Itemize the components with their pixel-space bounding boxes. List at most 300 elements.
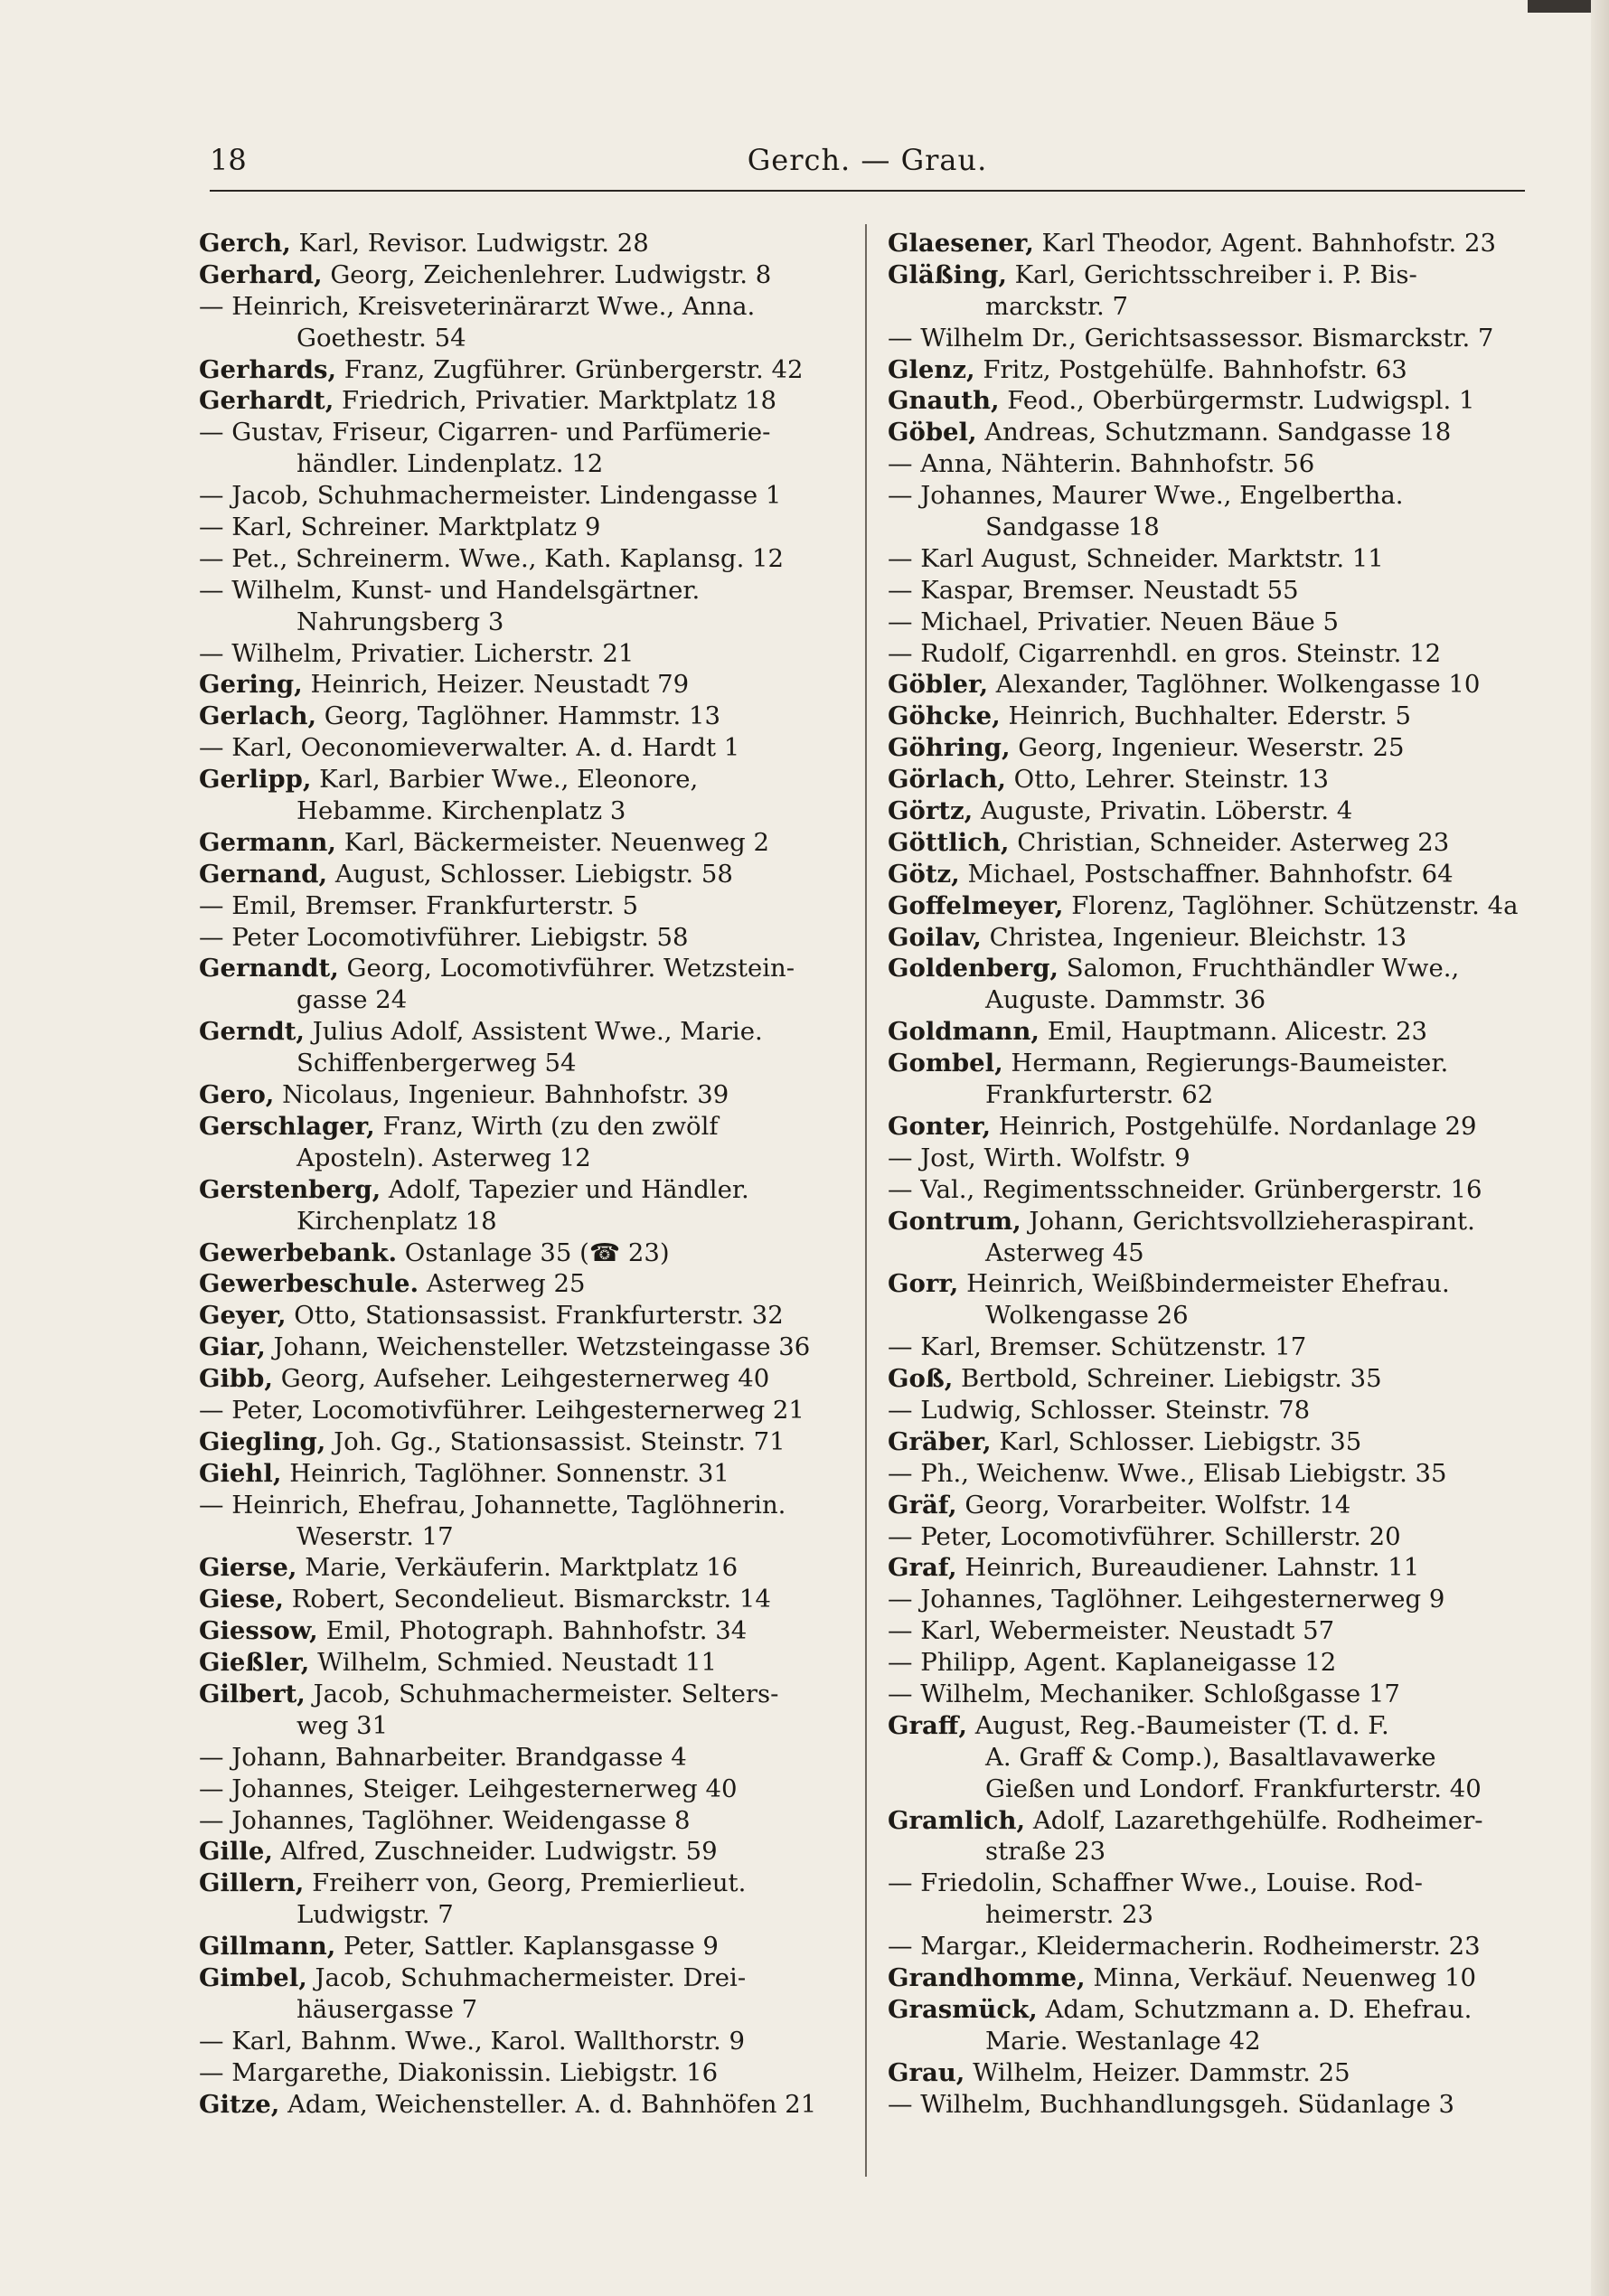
directory-line bbox=[199, 1962, 841, 1994]
entry-surname: Giessow, bbox=[199, 1616, 318, 1646]
directory-line bbox=[199, 890, 841, 922]
entry-surname: Gerhard, bbox=[199, 259, 323, 289]
entry-details: — Philipp, Agent. Kaplaneigasse 12 bbox=[888, 1648, 1337, 1678]
entry-details: Hebamme. Kirchenplatz 3 bbox=[296, 796, 626, 826]
directory-line bbox=[888, 1048, 1529, 1079]
entry-surname: Görlach, bbox=[888, 765, 1006, 795]
directory-line bbox=[888, 2057, 1529, 2089]
entry-details: — Emil, Bremser. Frankfurterstr. 5 bbox=[199, 890, 638, 920]
directory-line bbox=[888, 1774, 1529, 1805]
entry-details: Christian, Schneider. Asterweg 23 bbox=[1009, 827, 1450, 857]
entry-surname: Gräber, bbox=[888, 1426, 992, 1456]
entry-surname: Gewerbebank. bbox=[199, 1237, 398, 1267]
entry-details: Michael, Postschaffner. Bahnhofstr. 64 bbox=[959, 859, 1454, 889]
directory-line bbox=[199, 1868, 841, 1899]
entry-surname: Görtz, bbox=[888, 796, 974, 826]
entry-details: Johann, Weichensteller. Wetzsteingasse 36 bbox=[265, 1332, 811, 1362]
directory-line bbox=[199, 480, 841, 512]
entry-details: — Anna, Nähterin. Bahnhofstr. 56 bbox=[888, 449, 1315, 479]
directory-line bbox=[888, 575, 1529, 607]
directory-line bbox=[888, 827, 1529, 859]
directory-line bbox=[888, 1931, 1529, 1962]
directory-line bbox=[888, 2089, 1529, 2121]
entry-details: — Ph., Weichenw. Wwe., Elisab Liebigstr. 35 bbox=[888, 1458, 1447, 1488]
directory-line bbox=[888, 1805, 1529, 1837]
entry-details: — Peter, Locomotivführer. Leihgesternerweg 21 bbox=[199, 1395, 804, 1425]
directory-line bbox=[199, 984, 841, 1016]
entry-details: — Wilhelm, Kunst- und Handelsgärtner. bbox=[199, 575, 701, 605]
entry-details: — Jost, Wirth. Wolfstr. 9 bbox=[888, 1143, 1190, 1172]
entry-details: Friedrich, Privatier. Marktplatz 18 bbox=[334, 386, 777, 416]
left-column bbox=[199, 228, 841, 2120]
directory-line bbox=[199, 1615, 841, 1647]
entry-surname: Gerndt, bbox=[199, 1017, 305, 1047]
entry-details: Karl, Bäckermeister. Neuenweg 2 bbox=[335, 827, 770, 857]
directory-line bbox=[199, 1331, 841, 1363]
entry-details: — Johannes, Taglöhner. Weidengasse 8 bbox=[199, 1805, 691, 1835]
entry-details: Weserstr. 17 bbox=[296, 1521, 454, 1551]
entry-details: August, Schlosser. Liebigstr. 58 bbox=[327, 859, 733, 889]
entry-details: Auguste. Dammstr. 36 bbox=[985, 985, 1266, 1015]
directory-line bbox=[888, 1331, 1529, 1363]
entry-surname: Götz, bbox=[888, 859, 960, 889]
directory-line bbox=[888, 607, 1529, 638]
entry-details: Karl Theodor, Agent. Bahnhofstr. 23 bbox=[1033, 229, 1497, 258]
entry-details: Jacob, Schuhmachermeister. Selters- bbox=[305, 1679, 779, 1708]
directory-line bbox=[199, 1552, 841, 1584]
entry-details: Ludwigstr. 7 bbox=[296, 1900, 454, 1930]
directory-line bbox=[888, 1079, 1529, 1111]
entry-details: Heinrich, Postgehülfe. Nordanlage 29 bbox=[991, 1111, 1477, 1141]
directory-line bbox=[199, 953, 841, 984]
entry-details: Georg, Ingenieur. Weserstr. 25 bbox=[1010, 733, 1405, 763]
entry-details: — Val., Regimentsschneider. Grünbergerstr. 16 bbox=[888, 1174, 1482, 1204]
directory-line bbox=[199, 607, 841, 638]
directory-line bbox=[199, 354, 841, 386]
directory-line bbox=[888, 1584, 1529, 1615]
entry-details: Marie. Westanlage 42 bbox=[985, 2026, 1261, 2056]
entry-details: Minna, Verkäuf. Neuenweg 10 bbox=[1085, 1962, 1477, 1992]
entry-details: Adolf, Tapezier und Händler. bbox=[381, 1174, 749, 1204]
directory-line bbox=[888, 1111, 1529, 1143]
entry-surname: Giehl, bbox=[199, 1458, 282, 1488]
directory-line bbox=[888, 732, 1529, 764]
entry-details: — Karl, Schreiner. Marktplatz 9 bbox=[199, 513, 601, 542]
directory-line bbox=[199, 1268, 841, 1300]
directory-line bbox=[888, 228, 1529, 259]
directory-line bbox=[199, 764, 841, 795]
entry-details: — Johannes, Steiger. Leihgesternerweg 40 bbox=[199, 1774, 738, 1803]
directory-line bbox=[199, 575, 841, 607]
entry-details: Frankfurterstr. 62 bbox=[985, 1080, 1214, 1110]
entry-details: Karl, Revisor. Ludwigstr. 28 bbox=[290, 229, 649, 258]
directory-line bbox=[888, 1363, 1529, 1395]
entry-details: Aposteln). Asterweg 12 bbox=[296, 1143, 591, 1172]
entry-details: — Karl, Bahnm. Wwe., Karol. Wallthorstr. 9 bbox=[199, 2026, 746, 2056]
entry-details: Ostanlage 35 (☎ 23) bbox=[397, 1237, 670, 1267]
entry-details: August, Reg.-Baumeister (T. d. F. bbox=[966, 1710, 1389, 1740]
directory-line bbox=[199, 512, 841, 543]
directory-line bbox=[888, 1994, 1529, 2026]
entry-details: Nicolaus, Ingenieur. Bahnhofstr. 39 bbox=[274, 1080, 729, 1110]
directory-line bbox=[888, 1679, 1529, 1710]
entry-details: Joh. Gg., Stationsassist. Steinstr. 71 bbox=[325, 1426, 786, 1456]
entry-details: Wilhelm, Heizer. Dammstr. 25 bbox=[964, 2057, 1350, 2087]
entry-details: händler. Lindenplatz. 12 bbox=[296, 449, 604, 479]
entry-details: Schiffenbergerweg 54 bbox=[296, 1049, 577, 1078]
entry-surname: Göbel, bbox=[888, 418, 977, 447]
directory-line bbox=[199, 1300, 841, 1331]
directory-line bbox=[888, 1615, 1529, 1647]
directory-line bbox=[888, 1426, 1529, 1458]
entry-surname: Göbler, bbox=[888, 670, 989, 700]
directory-line bbox=[888, 385, 1529, 417]
entry-surname: Gillern, bbox=[199, 1868, 305, 1898]
entry-details: Fritz, Postgehülfe. Bahnhofstr. 63 bbox=[974, 354, 1407, 384]
entry-details: — Rudolf, Cigarrenhdl. en gros. Steinstr. 12 bbox=[888, 638, 1442, 668]
directory-line bbox=[888, 417, 1529, 448]
directory-line bbox=[888, 1490, 1529, 1521]
scan-edge-right bbox=[1591, 0, 1609, 2296]
entry-details: Jacob, Schuhmachermeister. Drei- bbox=[306, 1962, 747, 1992]
directory-line bbox=[888, 512, 1529, 543]
entry-details: Julius Adolf, Assistent Wwe., Marie. bbox=[304, 1017, 763, 1047]
directory-line bbox=[199, 1174, 841, 1206]
entry-details: Johann, Gerichtsvollzieheraspirant. bbox=[1021, 1206, 1475, 1236]
directory-line bbox=[888, 1647, 1529, 1679]
entry-details: Georg, Vorarbeiter. Wolfstr. 14 bbox=[956, 1490, 1351, 1520]
entry-details: Georg, Taglöhner. Hammstr. 13 bbox=[316, 701, 720, 731]
entry-surname: Gerch, bbox=[199, 229, 291, 258]
directory-line bbox=[888, 859, 1529, 890]
directory-line bbox=[199, 1836, 841, 1868]
entry-details: straße 23 bbox=[985, 1837, 1106, 1867]
directory-line bbox=[888, 1458, 1529, 1490]
directory-line bbox=[199, 2026, 841, 2057]
entry-details: Robert, Secondelieut. Bismarckstr. 14 bbox=[283, 1585, 771, 1614]
directory-line bbox=[199, 1647, 841, 1679]
entry-details: Adam, Weichensteller. A. d. Bahnhöfen 21 bbox=[279, 2089, 817, 2119]
entry-details: — Peter, Locomotivführer. Schillerstr. 20 bbox=[888, 1521, 1401, 1551]
directory-line bbox=[888, 1552, 1529, 1584]
directory-line bbox=[199, 2089, 841, 2121]
directory-line bbox=[199, 922, 841, 954]
entry-details: — Wilhelm Dr., Gerichtsassessor. Bismarckstr. 7 bbox=[888, 323, 1494, 353]
entry-details: — Peter Locomotivführer. Liebigstr. 58 bbox=[199, 922, 689, 952]
directory-line bbox=[888, 1742, 1529, 1774]
entry-details: Karl, Schlosser. Liebigstr. 35 bbox=[991, 1426, 1362, 1456]
entry-details: Peter, Sattler. Kaplansgasse 9 bbox=[335, 1932, 719, 1962]
directory-line bbox=[199, 2057, 841, 2089]
entry-surname: Gerschlager, bbox=[199, 1111, 375, 1141]
directory-line bbox=[199, 417, 841, 448]
directory-line bbox=[199, 1710, 841, 1742]
directory-line bbox=[199, 1584, 841, 1615]
directory-line bbox=[888, 1237, 1529, 1269]
entry-surname: Gimbel, bbox=[199, 1962, 307, 1992]
directory-line bbox=[199, 228, 841, 259]
entry-details: — Karl, Bremser. Schützenstr. 17 bbox=[888, 1332, 1307, 1362]
entry-surname: Gräf, bbox=[888, 1490, 957, 1520]
entry-details: Otto, Lehrer. Steinstr. 13 bbox=[1005, 765, 1330, 795]
entry-surname: Gorr, bbox=[888, 1269, 959, 1299]
entry-details: — Wilhelm, Mechaniker. Schloßgasse 17 bbox=[888, 1679, 1400, 1708]
directory-line bbox=[199, 1079, 841, 1111]
entry-surname: Giar, bbox=[199, 1332, 266, 1362]
entry-details: — Friedolin, Schaffner Wwe., Louise. Rod- bbox=[888, 1868, 1423, 1898]
entry-surname: Goldmann, bbox=[888, 1017, 1040, 1047]
entry-details: Feod., Oberbürgermstr. Ludwigspl. 1 bbox=[999, 386, 1475, 416]
directory-line bbox=[888, 1710, 1529, 1742]
directory-line bbox=[888, 291, 1529, 323]
directory-line bbox=[199, 669, 841, 701]
directory-line bbox=[888, 922, 1529, 954]
entry-surname: Giese, bbox=[199, 1585, 284, 1614]
directory-line bbox=[199, 795, 841, 827]
entry-surname: Gibb, bbox=[199, 1364, 273, 1394]
entry-details: Wilhelm, Schmied. Neustadt 11 bbox=[309, 1648, 717, 1678]
entry-details: — Gustav, Friseur, Cigarren- und Parfümerie- bbox=[199, 418, 771, 447]
page-header bbox=[210, 143, 1525, 188]
directory-line bbox=[199, 638, 841, 670]
directory-line bbox=[888, 701, 1529, 732]
directory-line bbox=[888, 1016, 1529, 1048]
entry-details: — Johannes, Taglöhner. Leihgesternerweg 9 bbox=[888, 1585, 1445, 1614]
header-rule bbox=[210, 190, 1525, 192]
directory-line bbox=[888, 1268, 1529, 1300]
directory-line bbox=[199, 1016, 841, 1048]
entry-details: Georg, Zeichenlehrer. Ludwigstr. 8 bbox=[322, 259, 772, 289]
entry-surname: Grasmück, bbox=[888, 1994, 1038, 2024]
entry-details: Salomon, Fruchthändler Wwe., bbox=[1059, 954, 1460, 983]
entry-details: Adam, Schutzmann a. D. Ehefrau. bbox=[1037, 1994, 1473, 2024]
entry-surname: Graff, bbox=[888, 1710, 967, 1740]
entry-surname: Glenz, bbox=[888, 354, 975, 384]
directory-line bbox=[199, 1805, 841, 1837]
entry-surname: Gitze, bbox=[199, 2089, 280, 2119]
directory-line bbox=[888, 354, 1529, 386]
entry-surname: Geyer, bbox=[199, 1301, 287, 1331]
directory-line bbox=[199, 448, 841, 480]
entry-details: Heinrich, Taglöhner. Sonnenstr. 31 bbox=[281, 1458, 729, 1488]
entry-details: Sandgasse 18 bbox=[985, 513, 1160, 542]
entry-surname: Gilbert, bbox=[199, 1679, 306, 1708]
entry-details: Christea, Ingenieur. Bleichstr. 13 bbox=[981, 922, 1407, 952]
entry-details: Auguste, Privatin. Löberstr. 4 bbox=[973, 796, 1353, 826]
directory-line bbox=[199, 732, 841, 764]
directory-line bbox=[199, 1490, 841, 1521]
entry-details: — Johannes, Maurer Wwe., Engelbertha. bbox=[888, 481, 1404, 511]
directory-line bbox=[199, 1458, 841, 1490]
entry-details: marckstr. 7 bbox=[985, 291, 1128, 321]
entry-details: — Johann, Bahnarbeiter. Brandgasse 4 bbox=[199, 1742, 687, 1772]
entry-details: — Margar., Kleidermacherin. Rodheimerstr. 23 bbox=[888, 1932, 1481, 1962]
directory-line bbox=[888, 795, 1529, 827]
entry-details: Otto, Stationsassist. Frankfurterstr. 32 bbox=[286, 1301, 784, 1331]
entry-surname: Göhcke, bbox=[888, 701, 1001, 731]
entry-surname: Gläßing, bbox=[888, 259, 1007, 289]
entry-surname: Goß, bbox=[888, 1364, 954, 1394]
entry-details: Freiherr von, Georg, Premierlieut. bbox=[304, 1868, 747, 1898]
entry-surname: Glaesener, bbox=[888, 229, 1034, 258]
entry-details: Asterweg 45 bbox=[985, 1237, 1144, 1267]
entry-details: Alexander, Taglöhner. Wolkengasse 10 bbox=[988, 670, 1481, 700]
directory-line bbox=[199, 323, 841, 354]
entry-details: Adolf, Lazarethgehülfe. Rodheimer- bbox=[1025, 1805, 1483, 1835]
entry-surname: Gernandt, bbox=[199, 954, 339, 983]
entry-details: Nahrungsberg 3 bbox=[296, 607, 504, 636]
right-column bbox=[888, 228, 1529, 2120]
entry-details: Florenz, Taglöhner. Schützenstr. 4a bbox=[1063, 890, 1519, 920]
directory-line bbox=[888, 953, 1529, 984]
entry-surname: Gille, bbox=[199, 1837, 273, 1867]
entry-details: — Karl August, Schneider. Marktstr. 11 bbox=[888, 543, 1384, 573]
entry-surname: Germann, bbox=[199, 827, 336, 857]
entry-surname: Gombel, bbox=[888, 1049, 1003, 1078]
directory-line bbox=[199, 827, 841, 859]
entry-surname: Gillmann, bbox=[199, 1932, 336, 1962]
entry-surname: Goilav, bbox=[888, 922, 982, 952]
directory-line bbox=[199, 701, 841, 732]
entry-surname: Gontrum, bbox=[888, 1206, 1021, 1236]
directory-line bbox=[888, 1899, 1529, 1931]
entry-surname: Gerlipp, bbox=[199, 765, 312, 795]
entry-details: Bertbold, Schreiner. Liebigstr. 35 bbox=[953, 1364, 1382, 1394]
directory-line bbox=[888, 669, 1529, 701]
directory-line bbox=[199, 1994, 841, 2026]
entry-details: — Michael, Privatier. Neuen Bäue 5 bbox=[888, 607, 1339, 636]
entry-details: Marie, Verkäuferin. Marktplatz 16 bbox=[296, 1553, 739, 1583]
running-head: Gerch. — Grau. bbox=[747, 143, 988, 177]
entry-details: Heinrich, Bureaudiener. Lahnstr. 11 bbox=[956, 1553, 1420, 1583]
entry-details: — Heinrich, Ehefrau, Johannette, Taglöhnerin. bbox=[199, 1490, 786, 1520]
entry-surname: Gerhardt, bbox=[199, 386, 334, 416]
entry-details: Georg, Locomotivführer. Wetzstein- bbox=[338, 954, 795, 983]
directory-line bbox=[888, 1143, 1529, 1174]
entry-details: Heinrich, Heizer. Neustadt 79 bbox=[302, 670, 690, 700]
directory-line bbox=[888, 638, 1529, 670]
directory-line bbox=[888, 984, 1529, 1016]
directory-line bbox=[199, 1395, 841, 1426]
entry-details: A. Graff & Comp.), Basaltlavawerke bbox=[985, 1742, 1436, 1772]
entry-surname: Göhring, bbox=[888, 733, 1011, 763]
entry-surname: Gernand, bbox=[199, 859, 328, 889]
entry-details: Franz, Wirth (zu den zwölf bbox=[374, 1111, 719, 1141]
directory-line bbox=[199, 1048, 841, 1079]
entry-surname: Gerhards, bbox=[199, 354, 337, 384]
directory-line bbox=[888, 323, 1529, 354]
entry-details: Gießen und Londorf. Frankfurterstr. 40 bbox=[985, 1774, 1482, 1803]
directory-line bbox=[888, 1206, 1529, 1237]
directory-line bbox=[199, 1363, 841, 1395]
entry-details: Karl, Barbier Wwe., Eleonore, bbox=[311, 765, 699, 795]
entry-details: weg 31 bbox=[296, 1710, 389, 1740]
entry-surname: Giegling, bbox=[199, 1426, 326, 1456]
directory-line bbox=[199, 1206, 841, 1237]
entry-surname: Graf, bbox=[888, 1553, 957, 1583]
entry-details: Alfred, Zuschneider. Ludwigstr. 59 bbox=[272, 1837, 718, 1867]
entry-details: heimerstr. 23 bbox=[985, 1900, 1154, 1930]
directory-line bbox=[888, 1174, 1529, 1206]
directory-line bbox=[199, 1521, 841, 1553]
entry-details: Karl, Gerichtsschreiber i. P. Bis- bbox=[1006, 259, 1417, 289]
column-divider bbox=[865, 224, 867, 2177]
entry-details: — Heinrich, Kreisveterinärarzt Wwe., Anna. bbox=[199, 291, 756, 321]
entry-details: Kirchenplatz 18 bbox=[296, 1206, 497, 1236]
directory-line bbox=[199, 1426, 841, 1458]
directory-line bbox=[199, 1143, 841, 1174]
entry-surname: Gonter, bbox=[888, 1111, 992, 1141]
directory-line bbox=[199, 1931, 841, 1962]
directory-line bbox=[199, 543, 841, 575]
directory-line bbox=[888, 1300, 1529, 1331]
directory-line bbox=[199, 1237, 841, 1269]
entry-details: Wolkengasse 26 bbox=[985, 1301, 1189, 1331]
directory-line bbox=[199, 859, 841, 890]
directory-line bbox=[888, 890, 1529, 922]
entry-surname: Göttlich, bbox=[888, 827, 1010, 857]
directory-line bbox=[199, 1774, 841, 1805]
entry-details: Georg, Aufseher. Leihgesternerweg 40 bbox=[272, 1364, 770, 1394]
entry-details: — Margarethe, Diakonissin. Liebigstr. 16 bbox=[199, 2057, 719, 2087]
entry-details: Franz, Zugführer. Grünbergerstr. 42 bbox=[336, 354, 804, 384]
directory-line bbox=[888, 1395, 1529, 1426]
entry-details: — Karl, Oeconomieverwalter. A. d. Hardt 1 bbox=[199, 733, 740, 763]
directory-line bbox=[888, 764, 1529, 795]
directory-line bbox=[888, 1962, 1529, 1994]
entry-details: Heinrich, Buchhalter. Ederstr. 5 bbox=[1000, 701, 1411, 731]
entry-details: Asterweg 25 bbox=[419, 1269, 586, 1299]
entry-details: Emil, Hauptmann. Alicestr. 23 bbox=[1039, 1017, 1427, 1047]
directory-line bbox=[888, 448, 1529, 480]
entry-details: — Ludwig, Schlosser. Steinstr. 78 bbox=[888, 1395, 1311, 1425]
entry-details: Heinrich, Weißbindermeister Ehefrau. bbox=[958, 1269, 1450, 1299]
directory-line bbox=[199, 291, 841, 323]
entry-details: — Pet., Schreinerm. Wwe., Kath. Kaplansg. 12 bbox=[199, 543, 785, 573]
directory-line bbox=[888, 2026, 1529, 2057]
directory-line bbox=[888, 1521, 1529, 1553]
entry-details: Andreas, Schutzmann. Sandgasse 18 bbox=[976, 418, 1452, 447]
entry-surname: Grau, bbox=[888, 2057, 965, 2087]
directory-line bbox=[888, 543, 1529, 575]
entry-surname: Gramlich, bbox=[888, 1805, 1026, 1835]
directory-line bbox=[199, 1742, 841, 1774]
page-number: 18 bbox=[210, 143, 247, 177]
entry-surname: Gewerbeschule. bbox=[199, 1269, 419, 1299]
entry-details: Goethestr. 54 bbox=[296, 323, 466, 353]
directory-line bbox=[888, 1836, 1529, 1868]
entry-surname: Gering, bbox=[199, 670, 303, 700]
directory-line bbox=[199, 1679, 841, 1710]
directory-line bbox=[199, 1111, 841, 1143]
entry-details: häusergasse 7 bbox=[296, 1994, 478, 2024]
entry-surname: Gießler, bbox=[199, 1648, 310, 1678]
directory-line bbox=[888, 259, 1529, 291]
entry-surname: Grandhomme, bbox=[888, 1962, 1086, 1992]
entry-surname: Gero, bbox=[199, 1080, 275, 1110]
entry-details: — Wilhelm, Privatier. Licherstr. 21 bbox=[199, 638, 635, 668]
entry-surname: Goffelmeyer, bbox=[888, 890, 1064, 920]
directory-line bbox=[199, 259, 841, 291]
entry-details: — Karl, Webermeister. Neustadt 57 bbox=[888, 1616, 1335, 1646]
entry-surname: Goldenberg, bbox=[888, 954, 1059, 983]
entry-surname: Gierse, bbox=[199, 1553, 297, 1583]
entry-details: Hermann, Regierungs-Baumeister. bbox=[1002, 1049, 1449, 1078]
entry-surname: Gerstenberg, bbox=[199, 1174, 381, 1204]
entry-details: — Kaspar, Bremser. Neustadt 55 bbox=[888, 575, 1299, 605]
directory-line bbox=[199, 1899, 841, 1931]
directory-line bbox=[888, 1868, 1529, 1899]
